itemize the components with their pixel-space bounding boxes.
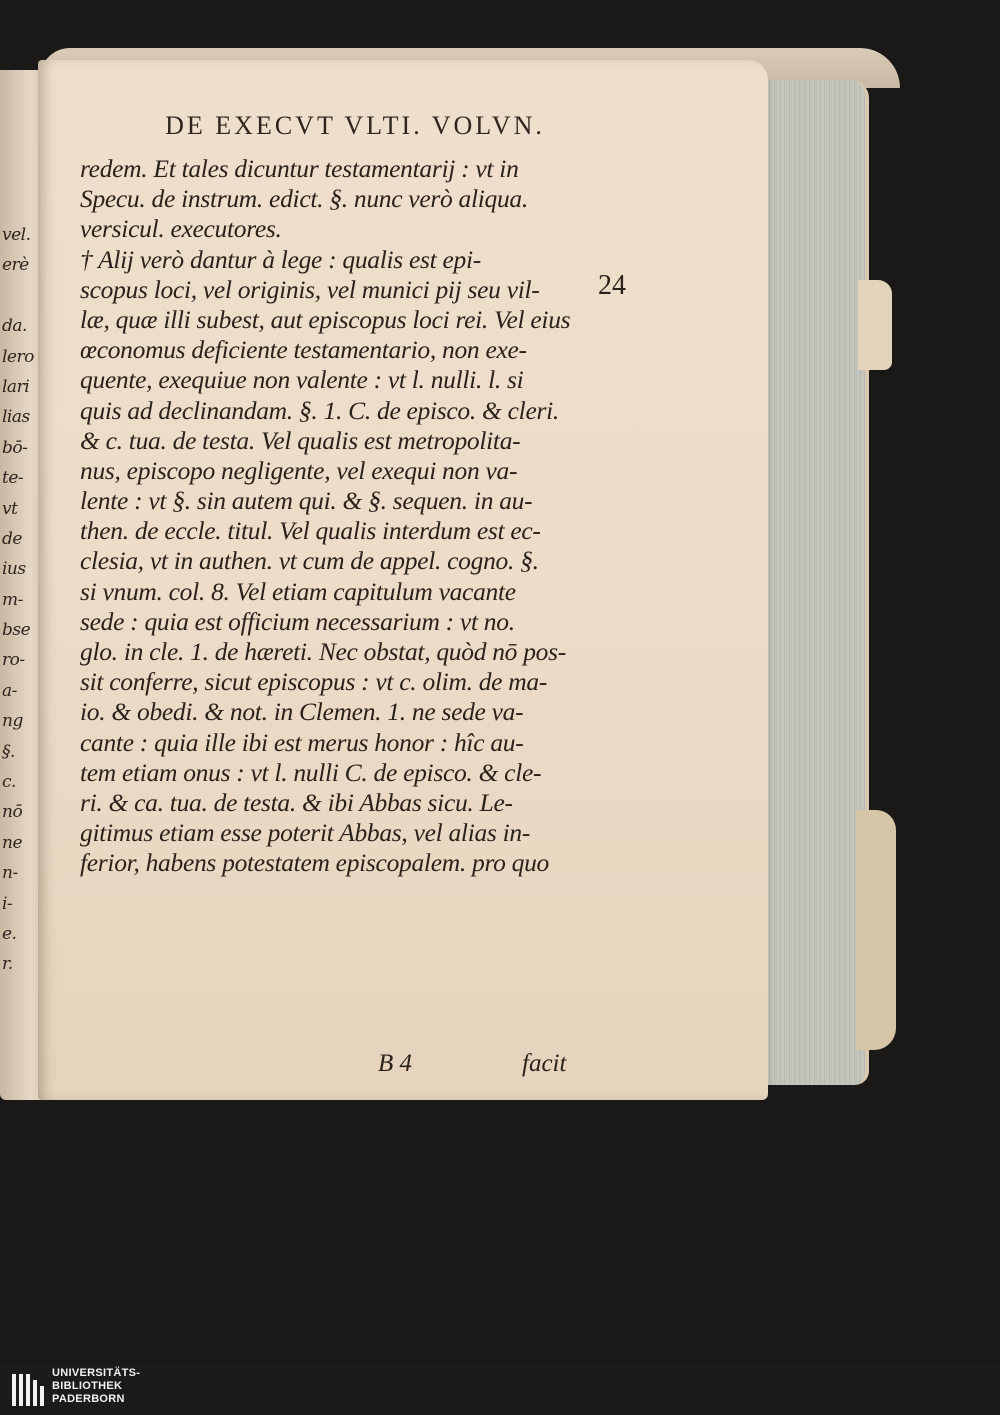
text-line: ri. & ca. tua. de testa. & ibi Abbas sicu. Le- bbox=[80, 787, 513, 817]
left-page-fragment: erè bbox=[2, 255, 29, 276]
logo-line: PADERBORN bbox=[52, 1393, 125, 1405]
left-page-fragment bbox=[2, 281, 42, 311]
text-line: si vnum. col. 8. Vel etiam capitulum vacante bbox=[80, 576, 516, 606]
left-page-fragment: da. bbox=[2, 316, 27, 337]
text-line: ferior, habens potestatem episcopalem. pro quo bbox=[80, 848, 549, 878]
text-line: cante : quia ille ibi est merus honor : hîc au- bbox=[80, 727, 524, 757]
text-line: then. de eccle. titul. Vel qualis interdum est ec- bbox=[80, 516, 541, 546]
left-page-fragment: vel. bbox=[2, 225, 31, 245]
margin-number: 24 bbox=[598, 270, 626, 301]
left-page-fragment: ne bbox=[2, 832, 23, 853]
text-line: Specu. de instrum. edict. §. nunc verò aliqua. bbox=[80, 184, 528, 214]
left-page-fragment: nō bbox=[2, 802, 23, 823]
left-page-fragment: bō- bbox=[2, 437, 28, 458]
text-line: & c. tua. de testa. Vel qualis est metropolita- bbox=[80, 425, 521, 455]
left-page-fragment: lero bbox=[2, 346, 34, 367]
body-text bbox=[80, 154, 595, 879]
left-page-fragment: c. bbox=[2, 772, 16, 793]
library-logo-text bbox=[52, 1367, 140, 1406]
cover-fragment bbox=[858, 280, 892, 370]
left-page-fragment: n- bbox=[2, 863, 18, 884]
text-line: nus, episcopo negligente, vel exequi non va- bbox=[80, 455, 518, 485]
left-page-fragment: de bbox=[2, 528, 22, 549]
text-line: sede : quia est officium necessarium : vt no. bbox=[80, 606, 515, 636]
text-line: glo. in cle. 1. de hæreti. Nec obstat, quòd nō pos- bbox=[80, 637, 566, 666]
left-page-fragment: i- bbox=[2, 893, 13, 914]
text-line: œconomus deficiente testamentario, non exe- bbox=[80, 335, 527, 365]
text-line: lente : vt §. sin autem qui. & §. sequen. in au- bbox=[80, 486, 533, 516]
text-line: † Alij verò dantur à lege : qualis est epi- bbox=[80, 244, 481, 274]
left-page-fragment: m- bbox=[2, 589, 23, 610]
left-page-fragment: bse bbox=[2, 620, 31, 641]
text-line: io. & obedi. & not. in Clemen. 1. ne sede va- bbox=[80, 697, 524, 727]
text-line: scopus loci, vel originis, vel munici pij seu vil- bbox=[80, 274, 540, 304]
left-page-fragment: lari bbox=[2, 376, 30, 397]
left-page-fragment: vt bbox=[2, 498, 18, 519]
left-page-fragment: a- bbox=[2, 680, 17, 701]
text-line: quente, exequiue non valente : vt l. nulli. l. si bbox=[80, 365, 524, 395]
left-page-fragment: ng bbox=[2, 711, 23, 732]
left-page-fragment: lias bbox=[2, 407, 30, 428]
text-line: redem. Et tales dicuntur testamentarij : vt in bbox=[80, 154, 519, 183]
text-line: læ, quæ illi subest, aut episcopus loci rei. Vel eius bbox=[80, 304, 571, 334]
logo-line: UNIVERSITÄTS- bbox=[52, 1367, 141, 1379]
signature-mark: B 4 bbox=[378, 1050, 413, 1077]
library-logo-icon bbox=[10, 1370, 48, 1410]
text-line: tem etiam onus : vt l. nulli C. de episco. & cle- bbox=[80, 757, 542, 787]
left-page-fragment: ro- bbox=[2, 650, 25, 671]
left-page-fragment: ius bbox=[2, 559, 26, 580]
left-page-fragment: e. bbox=[2, 923, 17, 944]
text-line: gitimus etiam esse poterit Abbas, vel alias in- bbox=[80, 818, 531, 848]
cover-fragment-lower bbox=[856, 810, 896, 1050]
text-line: versicul. executores. bbox=[80, 214, 282, 244]
catchword: facit bbox=[522, 1050, 567, 1077]
left-page-fragment: r. bbox=[2, 954, 13, 975]
text-line: quis ad declinandam. §. 1. C. de episco. & cleri. bbox=[80, 395, 559, 425]
left-page-fragment: te- bbox=[2, 468, 24, 489]
text-line: clesia, vt in authen. vt cum de appel. cogno. §. bbox=[80, 546, 539, 576]
text-line: sit conferre, sicut episcopus : vt c. olim. de ma- bbox=[80, 667, 548, 697]
footer-bar bbox=[0, 1365, 1000, 1415]
running-head: DE EXECVT VLTI. VOLVN. bbox=[165, 111, 545, 140]
left-page-text-fragments bbox=[2, 220, 42, 980]
logo-line: BIBLIOTHEK bbox=[52, 1380, 123, 1392]
left-page-fragment: §. bbox=[2, 741, 15, 762]
